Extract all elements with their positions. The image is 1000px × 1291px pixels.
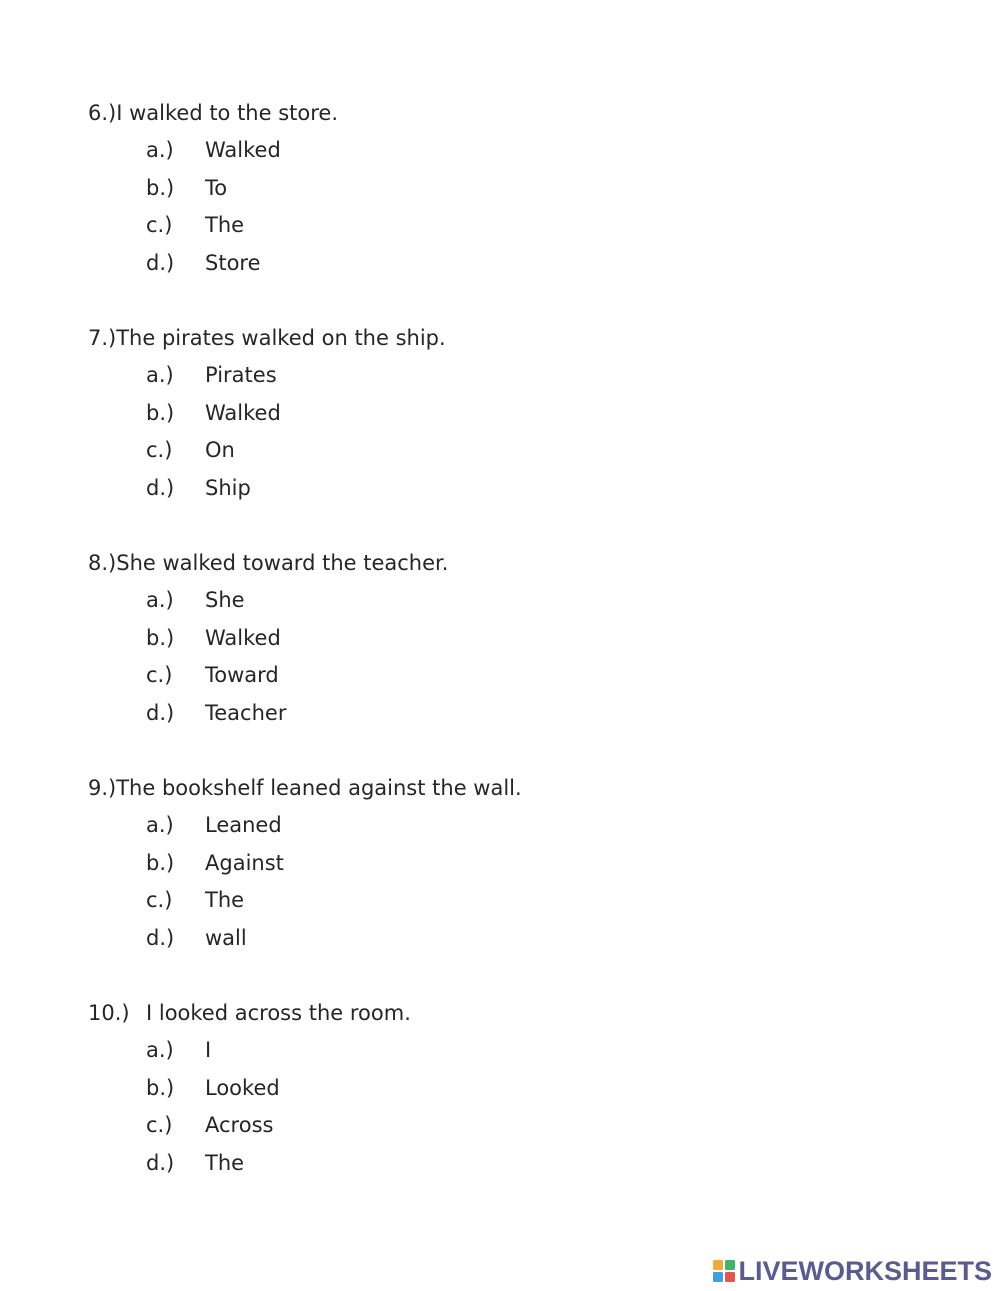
question-number: 9.) [88, 776, 117, 800]
option-word: Pirates [205, 363, 277, 387]
option-word: Looked [205, 1075, 280, 1100]
answer-option-d[interactable] [88, 470, 968, 508]
answer-options [88, 582, 968, 732]
question-9 [88, 774, 968, 957]
liveworksheets-branding[interactable] [712, 1257, 992, 1285]
answer-option-c[interactable] [88, 657, 968, 695]
question-prompt [88, 999, 968, 1027]
question-text: I walked to the store. [116, 101, 339, 125]
question-text: She walked toward the teacher. [116, 551, 449, 575]
option-word: The [205, 888, 245, 912]
option-word: Walked [205, 625, 281, 650]
option-word: Teacher [205, 700, 287, 725]
option-letter: b.) [146, 175, 175, 200]
option-letter: d.) [146, 925, 175, 950]
answer-option-d[interactable] [88, 1145, 968, 1183]
option-word: She [205, 588, 245, 612]
option-letter: a.) [146, 363, 174, 387]
option-word: wall [205, 925, 247, 950]
answer-options [88, 1032, 968, 1182]
option-letter: b.) [146, 400, 175, 425]
question-prompt [88, 324, 968, 352]
option-word: Store [205, 250, 261, 275]
answer-option-c[interactable] [88, 1107, 968, 1145]
question-6 [88, 99, 968, 282]
answer-option-b[interactable] [88, 620, 968, 658]
option-letter: b.) [146, 850, 175, 875]
option-letter: b.) [146, 625, 175, 650]
option-word: Walked [205, 138, 281, 162]
option-word: Ship [205, 475, 251, 500]
option-word: Toward [205, 663, 279, 687]
question-prompt [88, 549, 968, 577]
option-word: Against [205, 850, 284, 875]
answer-option-b[interactable] [88, 845, 968, 883]
question-number: 7.) [88, 326, 117, 350]
answer-option-a[interactable] [88, 807, 968, 845]
question-number: 8.) [88, 551, 117, 575]
answer-option-d[interactable] [88, 695, 968, 733]
question-10 [88, 999, 968, 1182]
option-letter: d.) [146, 700, 175, 725]
option-letter: c.) [146, 438, 173, 462]
option-letter: c.) [146, 888, 173, 912]
answer-options [88, 132, 968, 282]
question-number: 10.) [88, 1001, 130, 1025]
option-word: On [205, 438, 235, 462]
option-letter: c.) [146, 1113, 173, 1137]
option-letter: a.) [146, 813, 174, 837]
option-word: Across [205, 1113, 274, 1137]
answer-options [88, 807, 968, 957]
question-text: I looked across the room. [146, 1001, 411, 1025]
brand-name: LIVEWORKSHEETS [738, 1256, 992, 1286]
option-letter: b.) [146, 1075, 175, 1100]
option-letter: d.) [146, 250, 175, 275]
question-text: The bookshelf leaned against the wall. [116, 776, 522, 800]
question-text: The pirates walked on the ship. [116, 326, 446, 350]
answer-option-a[interactable] [88, 1032, 968, 1070]
option-letter: a.) [146, 588, 174, 612]
answer-option-b[interactable] [88, 1070, 968, 1108]
answer-option-d[interactable] [88, 245, 968, 283]
answer-option-c[interactable] [88, 207, 968, 245]
answer-option-a[interactable] [88, 582, 968, 620]
question-prompt [88, 99, 968, 127]
answer-option-b[interactable] [88, 170, 968, 208]
option-letter: d.) [146, 1150, 175, 1175]
question-prompt [88, 774, 968, 802]
question-7 [88, 324, 968, 507]
question-number: 6.) [88, 101, 117, 125]
option-word: To [205, 175, 228, 200]
option-word: The [205, 213, 245, 237]
liveworksheets-logo-icon [712, 1259, 736, 1283]
answer-option-a[interactable] [88, 357, 968, 395]
option-letter: a.) [146, 138, 174, 162]
option-word: Walked [205, 400, 281, 425]
question-8 [88, 549, 968, 732]
answer-option-c[interactable] [88, 882, 968, 920]
answer-option-a[interactable] [88, 132, 968, 170]
answer-option-b[interactable] [88, 395, 968, 433]
option-letter: d.) [146, 475, 175, 500]
option-word: The [205, 1150, 245, 1175]
option-word: I [205, 1038, 212, 1062]
answer-option-d[interactable] [88, 920, 968, 958]
option-letter: c.) [146, 663, 173, 687]
answer-options [88, 357, 968, 507]
option-letter: a.) [146, 1038, 174, 1062]
answer-option-c[interactable] [88, 432, 968, 470]
option-word: Leaned [205, 813, 282, 837]
option-letter: c.) [146, 213, 173, 237]
